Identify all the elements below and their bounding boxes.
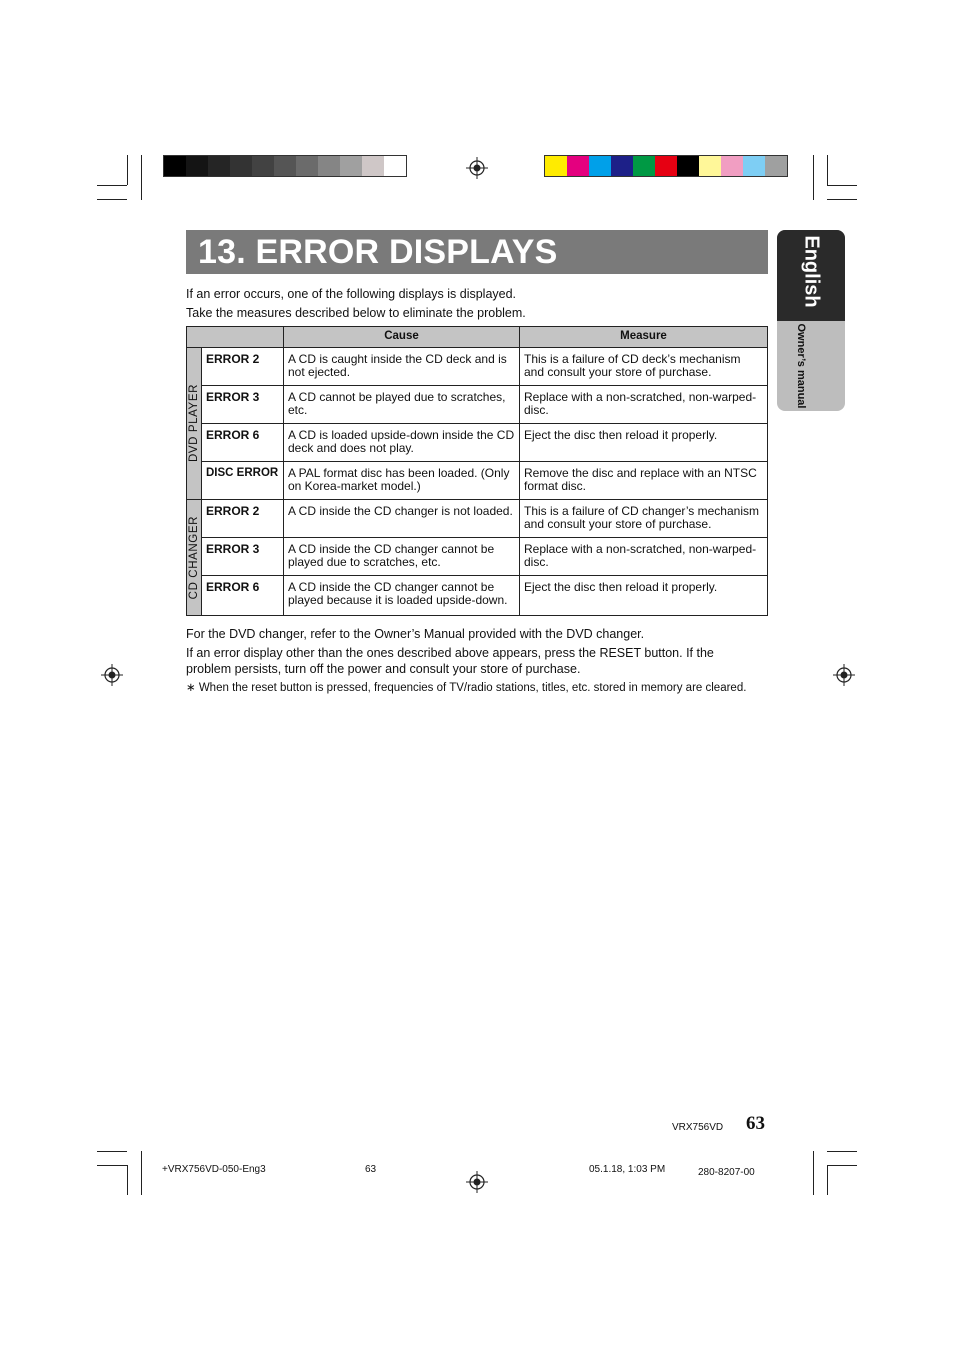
page-number: 63 — [746, 1113, 765, 1134]
manual-label: Owner’s manual — [795, 323, 807, 409]
group-label: CD CHANGER — [187, 515, 200, 600]
error-cause: A CD inside the CD changer cannot be played due to scratches, etc. — [284, 538, 520, 576]
other-error-note: If an error display other than the ones described above appears, press the RESET button. If the problem persists, turn off the power and consult your store of purchase. — [186, 646, 714, 676]
error-measure: This is a failure of CD deck’s mechanism and consult your store of purchase. — [520, 348, 768, 386]
crop-mark — [97, 1165, 127, 1166]
error-code: ERROR 3 — [202, 538, 284, 576]
calibration-swatch — [765, 156, 787, 176]
intro-line: Take the measures described below to eliminate the problem. — [186, 306, 526, 320]
calibration-swatch — [296, 156, 318, 176]
table-row — [187, 500, 768, 538]
crop-mark — [827, 185, 857, 186]
grayscale-calibration-bar — [163, 155, 407, 177]
crop-mark — [827, 1165, 857, 1166]
registration-mark-icon — [833, 664, 855, 686]
registration-mark-icon — [466, 1171, 488, 1193]
sheet-number: 63 — [365, 1164, 377, 1175]
calibration-swatch — [589, 156, 611, 176]
crop-mark — [141, 155, 142, 200]
crop-mark — [97, 1151, 127, 1152]
reset-note: ∗ When the reset button is pressed, frequencies of TV/radio stations, titles, etc. stored in memory are cleared. — [186, 682, 747, 694]
crop-mark — [827, 155, 828, 185]
intro-line: If an error occurs, one of the following displays is displayed. — [186, 287, 517, 301]
error-code: DISC ERROR — [202, 462, 284, 500]
calibration-swatch — [677, 156, 699, 176]
file-name: +VRX756VD-050-Eng3 — [162, 1164, 266, 1175]
error-measure: Eject the disc then reload it properly. — [520, 576, 768, 616]
table-row — [187, 386, 768, 424]
group-cell-cd-changer — [187, 500, 202, 616]
error-cause: A CD is caught inside the CD deck and is not ejected. — [284, 348, 520, 386]
calibration-swatch — [318, 156, 340, 176]
calibration-swatch — [633, 156, 655, 176]
calibration-swatch — [208, 156, 230, 176]
crop-mark — [813, 155, 814, 200]
calibration-swatch — [340, 156, 362, 176]
calibration-swatch — [252, 156, 274, 176]
error-measure: Replace with a non-scratched, non-warped-disc. — [520, 386, 768, 424]
calibration-swatch — [743, 156, 765, 176]
crop-mark — [97, 199, 127, 200]
table-row — [187, 462, 768, 500]
calibration-swatch — [164, 156, 186, 176]
group-cell-dvd-player — [187, 348, 202, 500]
crop-mark — [813, 1151, 814, 1195]
calibration-swatch — [567, 156, 589, 176]
crop-mark — [127, 155, 128, 185]
error-cause: A CD cannot be played due to scratches, etc. — [284, 386, 520, 424]
calibration-swatch — [611, 156, 633, 176]
calibration-swatch — [699, 156, 721, 176]
crop-mark — [141, 1151, 142, 1195]
group-label: DVD PLAYER — [187, 384, 200, 463]
color-calibration-bar — [544, 155, 788, 177]
table-row — [187, 348, 768, 386]
calibration-swatch — [384, 156, 406, 176]
crop-mark — [127, 1165, 128, 1195]
model-label: VRX756VD — [672, 1122, 724, 1133]
registration-mark-icon — [466, 157, 488, 179]
calibration-swatch — [545, 156, 567, 176]
table-header-measure: Measure — [520, 327, 768, 348]
crop-mark — [827, 199, 857, 200]
table-row — [187, 538, 768, 576]
table-row — [187, 424, 768, 462]
error-code: ERROR 2 — [202, 500, 284, 538]
error-code: ERROR 6 — [202, 424, 284, 462]
crop-mark — [827, 1165, 828, 1195]
language-label: English — [800, 235, 823, 308]
error-measure: Eject the disc then reload it properly. — [520, 424, 768, 462]
print-timestamp: 05.1.18, 1:03 PM — [589, 1164, 666, 1175]
language-side-tab — [777, 230, 845, 411]
calibration-swatch — [721, 156, 743, 176]
registration-mark-icon — [101, 664, 123, 686]
error-table — [186, 326, 768, 616]
calibration-swatch — [655, 156, 677, 176]
error-cause: A PAL format disc has been loaded. (Only on Korea-market model.) — [284, 462, 520, 500]
calibration-swatch — [230, 156, 252, 176]
table-row — [187, 576, 768, 616]
error-cause: A CD inside the CD changer cannot be played because it is loaded upside-down. — [284, 576, 520, 616]
error-measure: Replace with a non-scratched, non-warped-disc. — [520, 538, 768, 576]
page-title: 13. ERROR DISPLAYS — [198, 233, 558, 271]
calibration-swatch — [274, 156, 296, 176]
error-measure: This is a failure of CD changer’s mechanism and consult your store of purchase. — [520, 500, 768, 538]
part-number: 280-8207-00 — [698, 1167, 755, 1178]
error-code: ERROR 2 — [202, 348, 284, 386]
error-code: ERROR 3 — [202, 386, 284, 424]
calibration-swatch — [186, 156, 208, 176]
title-bar — [186, 230, 768, 274]
table-header-cause: Cause — [284, 327, 520, 348]
calibration-swatch — [362, 156, 384, 176]
crop-mark — [97, 185, 127, 186]
error-cause: A CD is loaded upside-down inside the CD deck and does not play. — [284, 424, 520, 462]
error-cause: A CD inside the CD changer is not loaded. — [284, 500, 520, 538]
error-code: ERROR 6 — [202, 576, 284, 616]
table-header-blank — [187, 327, 284, 348]
error-measure: Remove the disc and replace with an NTSC format disc. — [520, 462, 768, 500]
crop-mark — [827, 1151, 857, 1152]
table-header-row — [187, 327, 768, 348]
dvd-changer-note: For the DVD changer, refer to the Owner’s Manual provided with the DVD changer. — [186, 627, 645, 641]
